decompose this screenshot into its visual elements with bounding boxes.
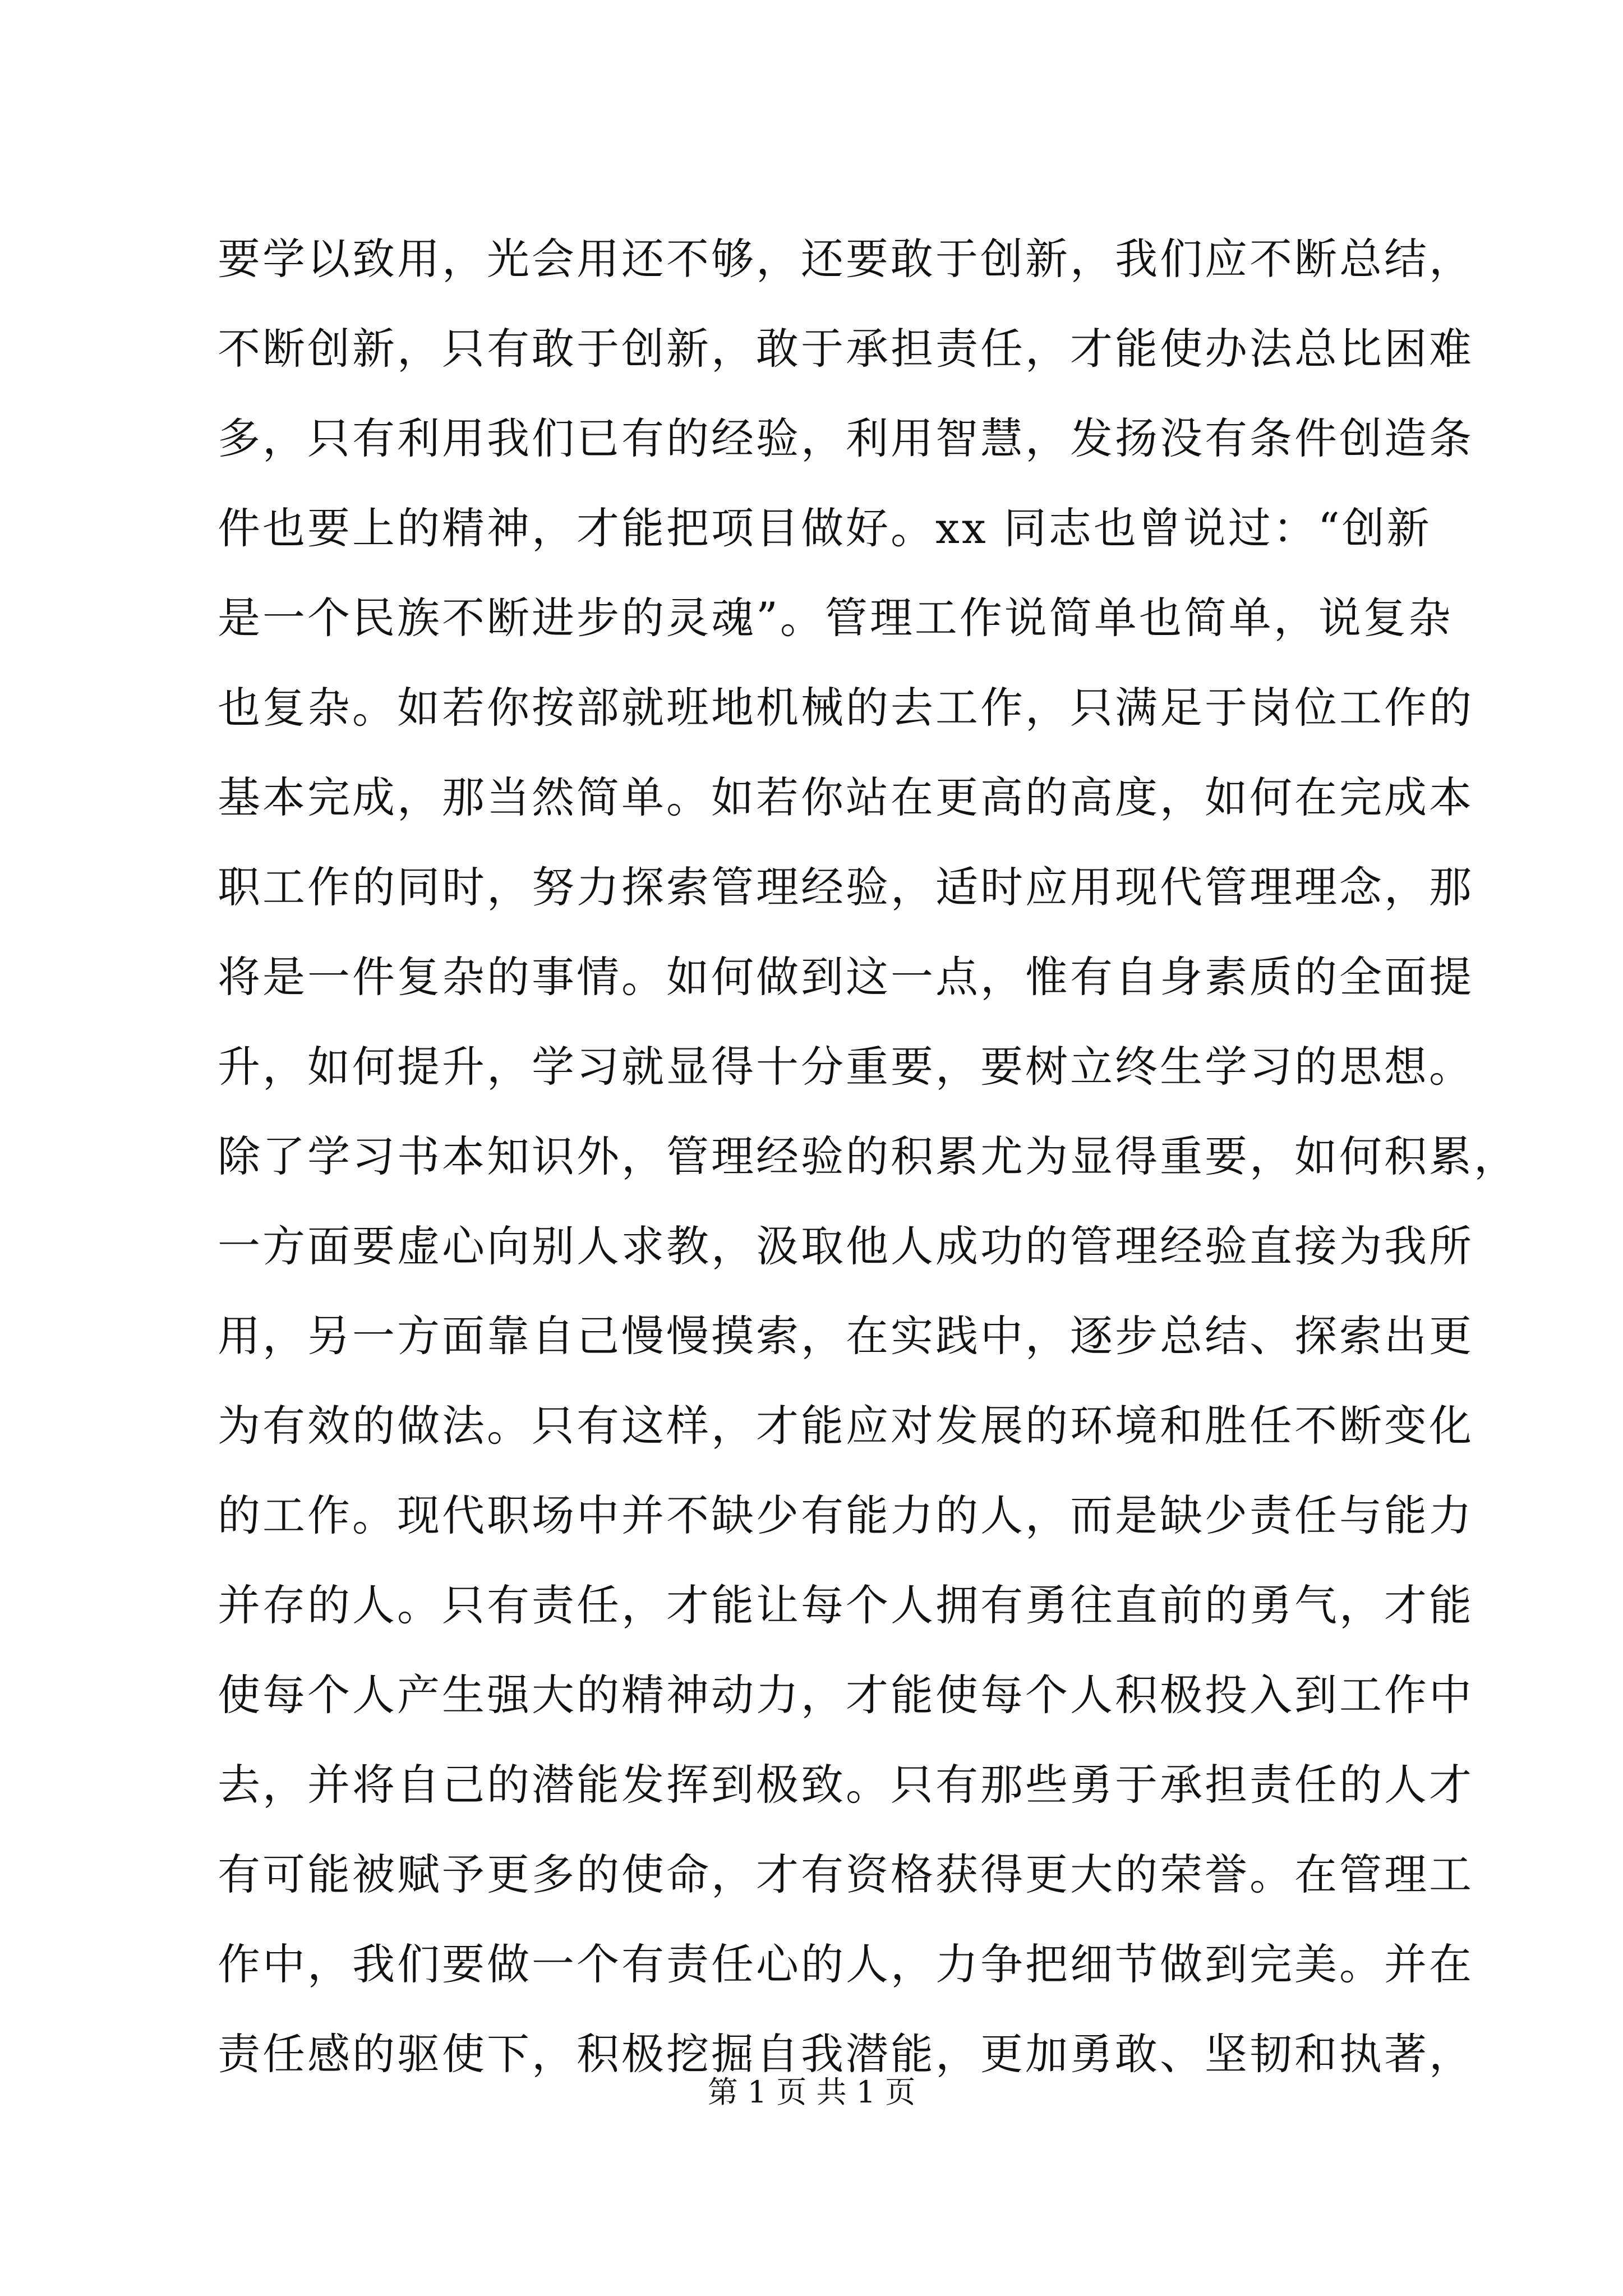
text-line: 并存的人。只有责任，才能让每个人拥有勇往直前的勇气，才能 [218,1580,1474,1630]
text-line: 不断创新，只有敢于创新，敢于承担责任，才能使办法总比困难 [218,324,1474,374]
text-line: 基本完成，那当然简单。如若你站在更高的高度，如何在完成本 [218,772,1474,822]
text-line: 作中，我们要做一个有责任心的人，力争把细节做到完美。并在 [218,1939,1474,1989]
page-number: 第 1 页 共 1 页 [707,2074,916,2110]
text-line: 的工作。现代职场中并不缺少有能力的人，而是缺少责任与能力 [218,1490,1474,1540]
text-line: 责任感的驱使下，积极挖掘自我潜能，更加勇敢、坚韧和执著， [218,2029,1474,2079]
page-footer [0,2070,1623,2115]
text-line: 要学以致用，光会用还不够，还要敢于创新，我们应不断总结， [218,234,1474,284]
text-line: 除了学习书本知识外，管理经验的积累尤为显得重要，如何积累， [218,1131,1519,1181]
text-line: 去，并将自己的潜能发挥到极致。只有那些勇于承担责任的人才 [218,1760,1474,1810]
text-line: 升，如何提升，学习就显得十分重要，要树立终生学习的思想。 [218,1042,1474,1092]
text-line: 将是一件复杂的事情。如何做到这一点，惟有自身素质的全面提 [218,952,1474,1002]
text-line: 职工作的同时，努力探索管理经验，适时应用现代管理理念，那 [218,862,1474,912]
text-line: 件也要上的精神，才能把项目做好。xx 同志也曾说过：“创新 [218,503,1432,553]
text-line: 也复杂。如若你按部就班地机械的去工作，只满足于岗位工作的 [218,683,1474,733]
body-text [218,214,1519,2099]
text-line: 用，另一方面靠自己慢慢摸索，在实践中，逐步总结、探索出更 [218,1311,1474,1361]
text-line: 多，只有利用我们已有的经验，利用智慧，发扬没有条件创造条 [218,413,1474,463]
text-line: 是一个民族不断进步的灵魂”。管理工作说简单也简单，说复杂 [218,593,1453,643]
text-line: 一方面要虚心向别人求教，汲取他人成功的管理经验直接为我所 [218,1221,1474,1271]
text-line: 为有效的做法。只有这样，才能应对发展的环境和胜任不断变化 [218,1401,1474,1451]
text-line: 有可能被赋予更多的使命，才有资格获得更大的荣誉。在管理工 [218,1849,1474,1899]
text-line: 使每个人产生强大的精神动力，才能使每个人积极投入到工作中 [218,1670,1474,1720]
